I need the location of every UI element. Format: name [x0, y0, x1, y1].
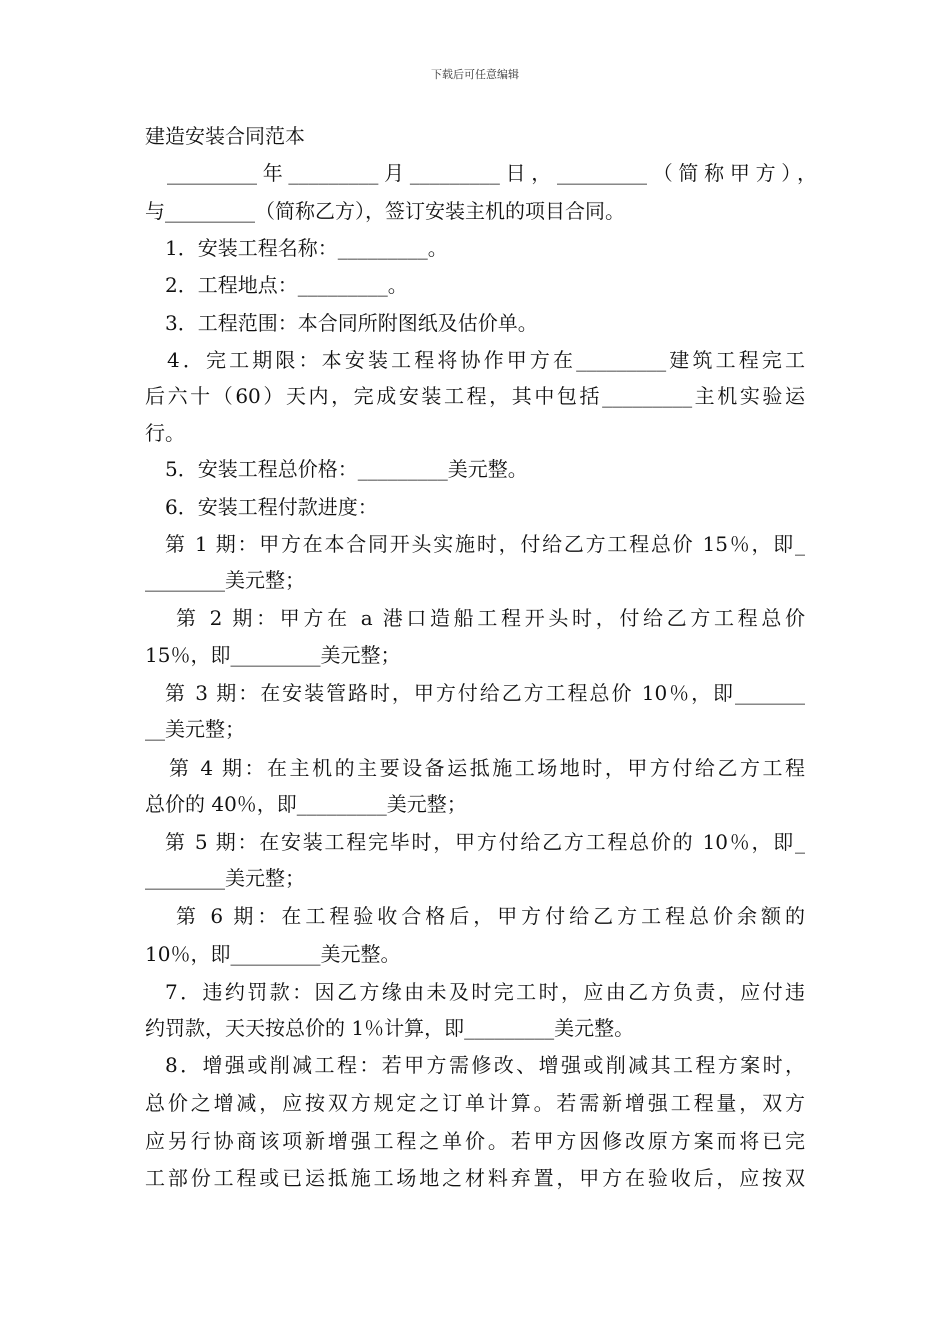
- paragraph-line: ________美元整；: [145, 866, 305, 890]
- paragraph-line: 总价之增减，应按双方规定之订单计算。若需新增强工程量，双方: [145, 1091, 805, 1115]
- document-title: 建造安装合同范本: [145, 124, 305, 148]
- paragraph-line: 第 4 期：在主机的主要设备运抵施工场地时，甲方付给乙方工程: [169, 756, 805, 780]
- paragraph-line: 2．工程地点：_________。: [165, 273, 408, 297]
- paragraph-line: 8．增强或削减工程：若甲方需修改、增强或削减其工程方案时，: [165, 1053, 805, 1077]
- paragraph-line: 15％，即_________美元整；: [145, 643, 401, 667]
- paragraph-line: 应另行协商该项新增强工程之单价。若甲方因修改原方案而将已完: [145, 1129, 805, 1153]
- paragraph-line: 与_________（简称乙方），签订安装主机的项目合同。: [145, 199, 625, 223]
- paragraph-line: 第 5 期：在安装工程完毕时，甲方付给乙方工程总价的 10％，即_: [165, 830, 805, 854]
- paragraph-line: 总价的 40％，即_________美元整；: [145, 792, 467, 816]
- paragraph-line: 约罚款，天天按总价的 1％计算，即_________美元整。: [145, 1016, 635, 1040]
- paragraph-line: __美元整；: [145, 717, 245, 741]
- paragraph-line: 第 3 期：在安装管路时，甲方付给乙方工程总价 10％，即_______: [165, 681, 805, 705]
- paragraph-line: _________年_________月_________日，_________（简称甲方），: [167, 161, 817, 185]
- paragraph-line: 4．完工期限：本安装工程将协作甲方在_________建筑工程完工: [167, 348, 805, 372]
- paragraph-line: 3．工程范围：本合同所附图纸及估价单。: [165, 311, 538, 335]
- header-note: 下载后可任意编辑: [431, 68, 519, 81]
- paragraph-line: 5．安装工程总价格：_________美元整。: [165, 457, 528, 481]
- paragraph-line: 7．违约罚款：因乙方缘由未及时完工时，应由乙方负责，应付违: [165, 980, 805, 1004]
- paragraph-line: 第 1 期：甲方在本合同开头实施时，付给乙方工程总价 15％，即_: [165, 532, 805, 556]
- paragraph-line: 1．安装工程名称：_________。: [165, 236, 448, 260]
- paragraph-line: 第 6 期：在工程验收合格后，甲方付给乙方工程总价余额的: [176, 904, 805, 928]
- paragraph-line: 工部份工程或已运抵施工场地之材料弃置，甲方在验收后，应按双: [145, 1166, 805, 1190]
- paragraph-line: 6．安装工程付款进度：: [165, 495, 378, 519]
- paragraph-line: 行。: [145, 421, 185, 445]
- paragraph-line: ________美元整；: [145, 568, 305, 592]
- paragraph-line: 第 2 期：甲方在 a 港口造船工程开头时，付给乙方工程总价: [176, 606, 805, 630]
- paragraph-line: 后六十（60）天内，完成安装工程，其中包括_________主机实验运: [145, 384, 805, 408]
- paragraph-line: 10％，即_________美元整。: [145, 942, 401, 966]
